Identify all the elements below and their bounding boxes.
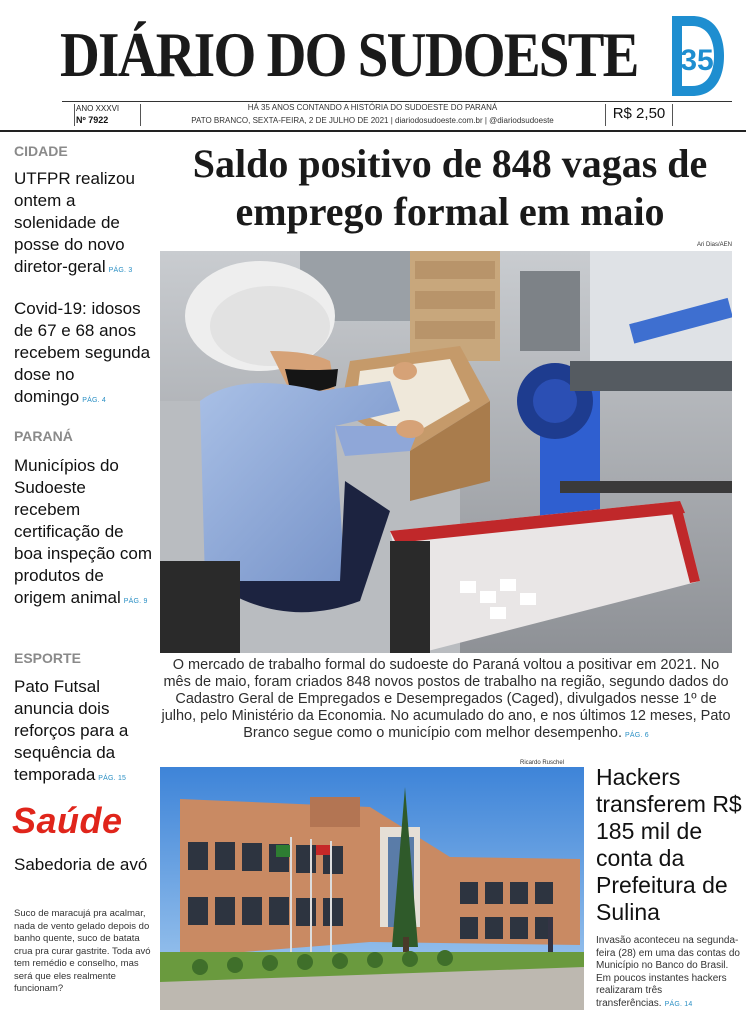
- hackers-body: [596, 935, 740, 1011]
- city-hall-building-photo: [160, 767, 584, 1010]
- page-ref: PÁG. 6: [625, 732, 649, 739]
- photo-credit: Ricardo Ruschel: [520, 760, 565, 766]
- story-covid[interactable]: [14, 298, 152, 412]
- story-headline: Pato Futsal anuncia dois reforços para a sequência da temporada: [14, 677, 129, 784]
- page-ref: PÁG. 3: [108, 267, 133, 274]
- story-utfpr[interactable]: [14, 168, 152, 282]
- story-pato-futsal[interactable]: [14, 676, 152, 790]
- anniversary-number: 35: [680, 44, 714, 77]
- dateline: PATO BRANCO, SEXTA-FEIRA, 2 DE JULHO DE 2021 | diariodosudoeste.com.br | @diariodsudoeste: [191, 116, 554, 125]
- section-label-esporte: ESPORTE: [14, 650, 81, 666]
- story-body: Invasão aconteceu na segunda-feira (28) em uma das contas do Município no Banco do Brasil. Em poucos instantes hackers realizaram três transferências.: [596, 935, 740, 1009]
- tagline: HÁ 35 ANOS CONTANDO A HISTÓRIA DO SUDOESTE DO PARANÁ: [247, 103, 498, 112]
- story-headline: UTFPR realizou ontem a solenidade de posse do novo diretor-geral: [14, 169, 135, 276]
- section-title-saude: Saúde: [12, 800, 123, 841]
- hackers-headline[interactable]: Hackers transferem R$ 185 mil de conta da Prefeitura de Sulina: [596, 764, 742, 925]
- edition-year: ANO XXXVI: [76, 104, 120, 113]
- main-headline[interactable]: Saldo positivo de 848 vagas de emprego formal em maio: [192, 141, 708, 234]
- main-caption: [160, 657, 732, 744]
- anniversary-35-logo: [670, 14, 726, 98]
- photo-credit: Ari Dias/AEN: [696, 242, 732, 248]
- caption-text: O mercado de trabalho formal do sudoeste do Paraná voltou a positivar em 2021. No mês de maio, foram criados 848 novos postos de trabalho na região, segundo dados do Cadastro Geral de Empregados e Desempregados (Caged), divulgados nesse 1º de julho, pelo Ministério da Economia. No acumulado do ano, e nos últimos 12 meses, Pato Branco segue como o município com melhor desempenho.: [161, 657, 731, 741]
- divider: [605, 104, 606, 126]
- factory-worker-photo: [160, 251, 732, 653]
- section-label-cidade: CIDADE: [14, 143, 68, 159]
- story-headline: Municípios do Sudoeste recebem certificação de boa inspeção com produtos de origem animal: [14, 456, 152, 607]
- story-headline: Covid-19: idosos de 67 e 68 anos recebem segunda dose no domingo: [14, 299, 151, 406]
- saude-headline[interactable]: Sabedoria de avó: [14, 855, 148, 874]
- divider: [140, 104, 141, 126]
- masthead-title: DIÁRIO DO SUDOESTE: [60, 19, 638, 90]
- section-label-parana: PARANÁ: [14, 428, 73, 444]
- price: R$ 2,50: [612, 105, 666, 122]
- divider: [74, 104, 75, 126]
- page-ref: PÁG. 15: [98, 775, 127, 782]
- page-ref: PÁG. 9: [123, 598, 148, 605]
- page-ref: PÁG. 4: [82, 397, 106, 404]
- edition-number: Nº 7922: [76, 115, 109, 125]
- masthead-rule-bottom: [0, 130, 746, 132]
- saude-body: Suco de maracujá pra acalmar, nada de vento gelado depois do banho quente, suco de batata crua pra curar gastrite. Toda avó tem remédio e conselho, mas será que eles realmente funcionam?: [14, 908, 151, 994]
- page-ref: PÁG. 14: [664, 1000, 693, 1008]
- story-municipios[interactable]: [14, 455, 152, 613]
- masthead-rule-top: [62, 101, 732, 102]
- divider: [672, 104, 673, 126]
